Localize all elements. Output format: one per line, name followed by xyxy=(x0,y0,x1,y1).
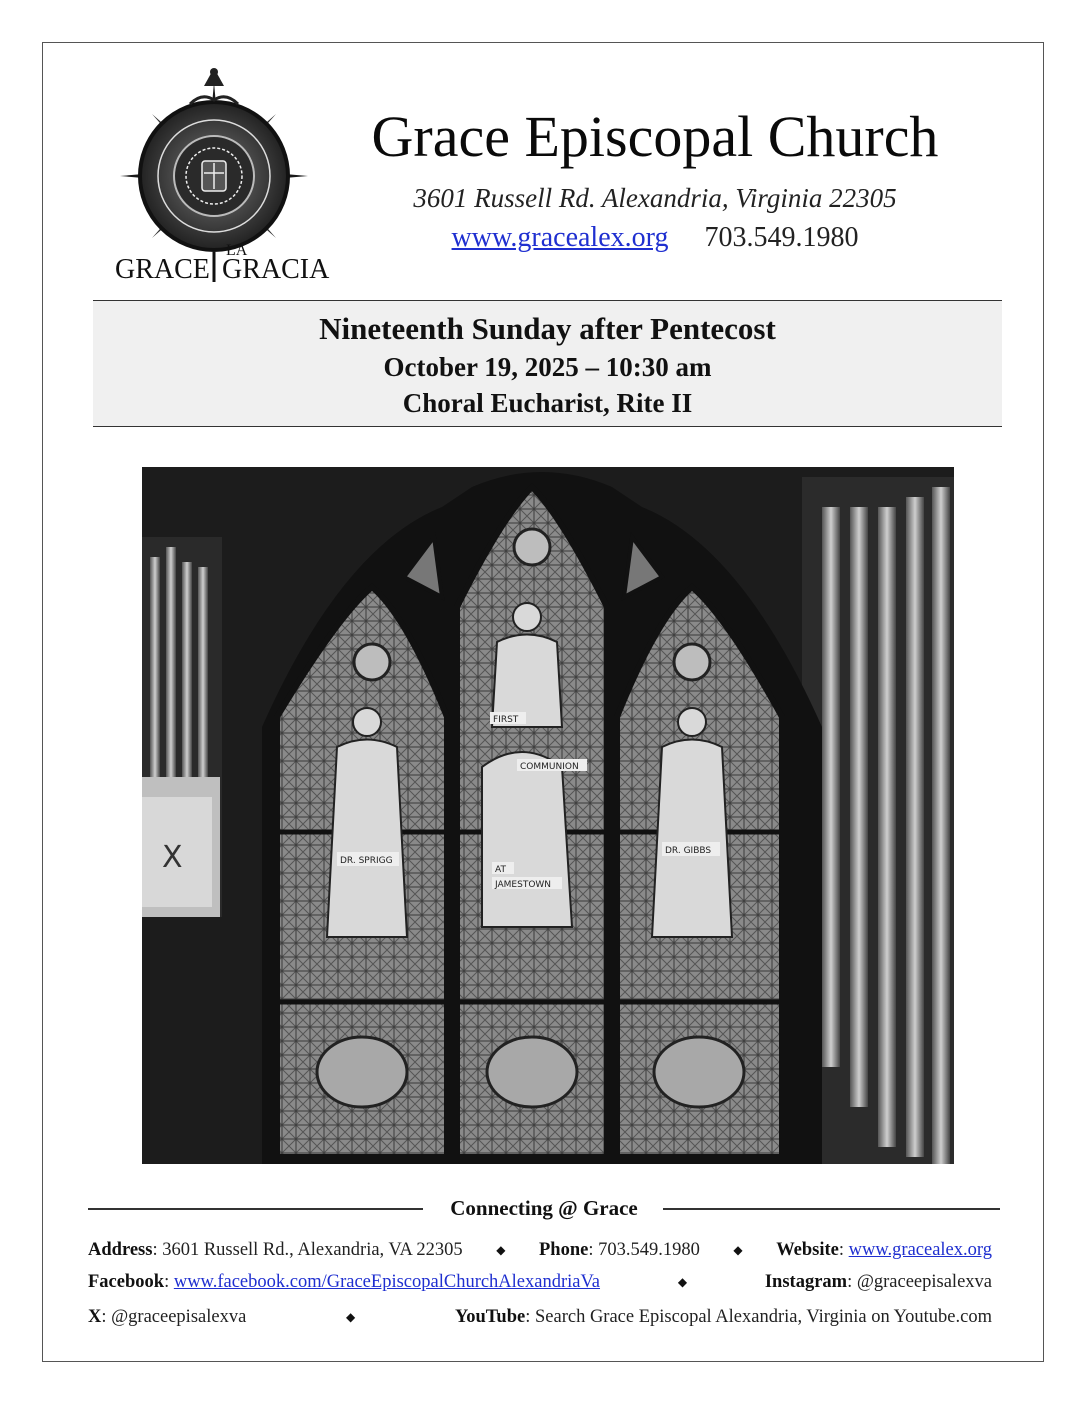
window-label-gibbs: DR. GIBBS xyxy=(665,846,712,856)
diamond-separator: ◆ xyxy=(346,1310,356,1324)
church-name: Grace Episcopal Church xyxy=(371,104,939,169)
service-date-time: October 19, 2025 – 10:30 am xyxy=(383,352,712,382)
organ-pipes-left xyxy=(142,537,222,917)
footer-website: Website: www.gracealex.org xyxy=(776,1240,992,1260)
facebook-link[interactable]: www.facebook.com/GraceEpiscopalChurchAlexandriaVa xyxy=(173,1272,601,1292)
footer-phone: Phone: 703.549.1980 xyxy=(539,1240,700,1260)
website-link[interactable]: www.gracealex.org xyxy=(451,222,669,253)
contact-line xyxy=(320,220,990,256)
footer-instagram: Instagram: @graceepisalexva xyxy=(764,1272,992,1292)
footer-facebook: Facebook: www.facebook.com/GraceEpiscopalChurchAlexandriaVa xyxy=(88,1272,601,1292)
footer-row-2 xyxy=(88,1268,992,1296)
logo-text-la: LA xyxy=(226,242,248,259)
stained-glass-photo xyxy=(142,467,954,1164)
window-label-first: FIRST xyxy=(493,715,519,725)
service-rite: Choral Eucharist, Rite II xyxy=(402,388,693,418)
organ-pipes-right xyxy=(802,477,954,1164)
footer-x: X: @graceepisalexva xyxy=(88,1307,247,1327)
logo-text-gracia: GRACIA xyxy=(222,254,330,285)
svg-text:X: X xyxy=(162,840,183,875)
diamond-separator: ◆ xyxy=(677,1275,688,1289)
window-label-at: AT xyxy=(495,865,506,875)
service-title: Nineteenth Sunday after Pentecost xyxy=(319,311,776,346)
connecting-heading: Connecting @ Grace xyxy=(438,1196,650,1220)
diamond-separator: ◆ xyxy=(496,1243,506,1257)
window-label-communion: COMMUNION xyxy=(520,762,579,772)
service-info-box xyxy=(93,300,1002,427)
connecting-heading-row xyxy=(88,1192,1000,1226)
footer-row-3 xyxy=(88,1303,992,1331)
window-label-sprigg: DR. SPRIGG xyxy=(340,856,393,866)
church-address: 3601 Russell Rd. Alexandria, Virginia 22305 xyxy=(413,183,897,213)
footer-row-1 xyxy=(88,1236,992,1264)
diamond-separator: ◆ xyxy=(733,1243,743,1257)
footer-website-link[interactable]: www.gracealex.org xyxy=(848,1240,992,1260)
phone-number: 703.549.1980 xyxy=(704,222,859,253)
logo-text-grace: GRACE xyxy=(115,254,210,285)
window-label-jamestown: JAMESTOWN xyxy=(495,880,552,890)
footer-youtube: YouTube: Search Grace Episcopal Alexandria, Virginia on Youtube.com xyxy=(454,1307,992,1327)
footer-address: Address: 3601 Russell Rd., Alexandria, VA 22305 xyxy=(88,1240,463,1260)
church-logo xyxy=(112,64,330,285)
